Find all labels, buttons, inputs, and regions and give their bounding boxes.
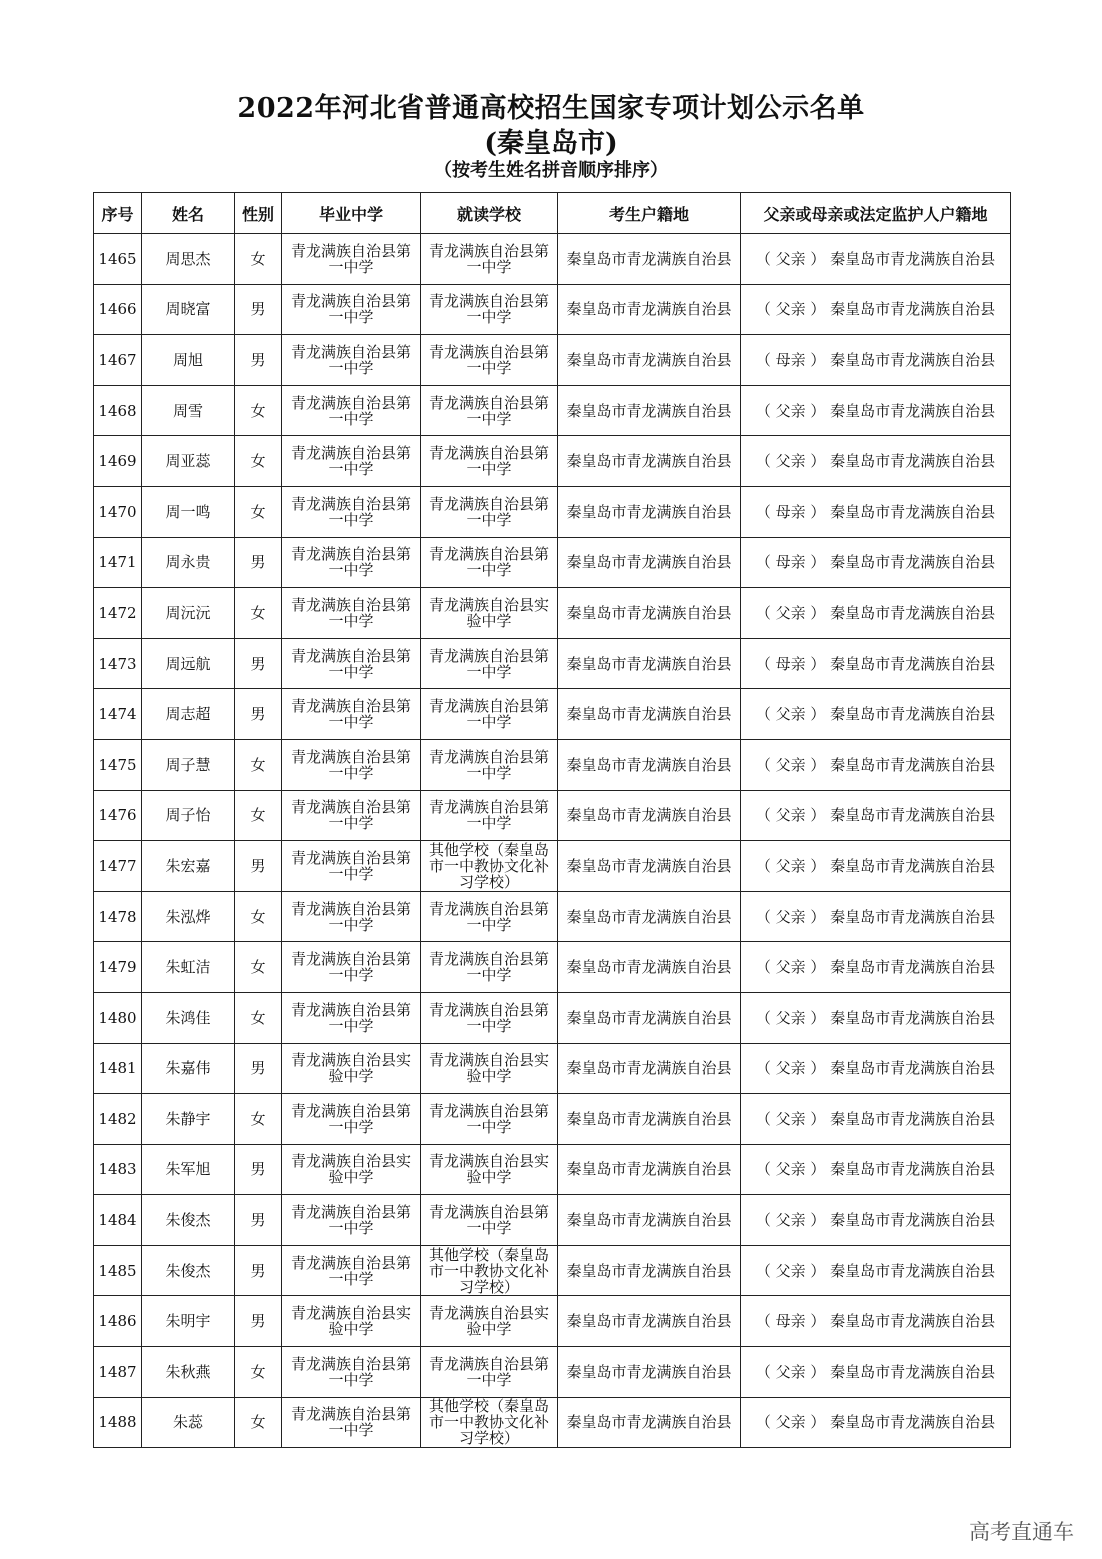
- cell-graduation-school: 青龙满族自治县第一中学: [282, 841, 421, 892]
- cell-graduation-school: 青龙满族自治县第一中学: [282, 891, 421, 942]
- table-row: [94, 486, 1011, 537]
- cell-current-school: 青龙满族自治县第一中学: [421, 638, 558, 689]
- header-gender: 性别: [235, 193, 282, 234]
- cell-guardian-registration: （ 父亲 ） 秦皇岛市青龙满族自治县: [741, 1397, 1011, 1448]
- cell-graduation-school: 青龙满族自治县第一中学: [282, 992, 421, 1043]
- cell-guardian-registration: （ 父亲 ） 秦皇岛市青龙满族自治县: [741, 234, 1011, 285]
- table-row: [94, 942, 1011, 993]
- cell-gender: 女: [235, 739, 282, 790]
- cell-graduation-school: 青龙满族自治县实验中学: [282, 1144, 421, 1195]
- cell-household-registration: 秦皇岛市青龙满族自治县: [558, 1043, 741, 1094]
- header-current-school: 就读学校: [421, 193, 558, 234]
- cell-current-school: 青龙满族自治县实验中学: [421, 588, 558, 639]
- cell-guardian-registration: （ 父亲 ） 秦皇岛市青龙满族自治县: [741, 689, 1011, 740]
- cell-household-registration: 秦皇岛市青龙满族自治县: [558, 335, 741, 386]
- table-row: [94, 1144, 1011, 1195]
- cell-household-registration: 秦皇岛市青龙满族自治县: [558, 1347, 741, 1398]
- cell-name: 朱秋燕: [142, 1347, 235, 1398]
- cell-guardian-registration: （ 父亲 ） 秦皇岛市青龙满族自治县: [741, 992, 1011, 1043]
- cell-index: 1478: [94, 891, 142, 942]
- table-row: [94, 1043, 1011, 1094]
- table-header-row: [94, 193, 1011, 234]
- table-row: [94, 335, 1011, 386]
- cell-name: 朱宏嘉: [142, 841, 235, 892]
- cell-current-school: 青龙满族自治县实验中学: [421, 1144, 558, 1195]
- cell-household-registration: 秦皇岛市青龙满族自治县: [558, 1195, 741, 1246]
- table-row: [94, 1195, 1011, 1246]
- table-row: [94, 992, 1011, 1043]
- cell-guardian-registration: （ 父亲 ） 秦皇岛市青龙满族自治县: [741, 1043, 1011, 1094]
- cell-gender: 男: [235, 638, 282, 689]
- cell-graduation-school: 青龙满族自治县第一中学: [282, 486, 421, 537]
- table-row: [94, 841, 1011, 892]
- cell-gender: 男: [235, 1245, 282, 1296]
- cell-index: 1486: [94, 1296, 142, 1347]
- cell-name: 周一鸣: [142, 486, 235, 537]
- cell-current-school: 青龙满族自治县实验中学: [421, 1043, 558, 1094]
- table-row: [94, 638, 1011, 689]
- cell-index: 1484: [94, 1195, 142, 1246]
- cell-current-school: 其他学校（秦皇岛市一中教协文化补习学校）: [421, 1397, 558, 1448]
- cell-graduation-school: 青龙满族自治县第一中学: [282, 638, 421, 689]
- cell-name: 朱俊杰: [142, 1245, 235, 1296]
- cell-graduation-school: 青龙满族自治县第一中学: [282, 689, 421, 740]
- cell-index: 1475: [94, 739, 142, 790]
- header-name: 姓名: [142, 193, 235, 234]
- cell-guardian-registration: （ 父亲 ） 秦皇岛市青龙满族自治县: [741, 1144, 1011, 1195]
- table-row: [94, 1245, 1011, 1296]
- cell-index: 1470: [94, 486, 142, 537]
- cell-index: 1479: [94, 942, 142, 993]
- cell-index: 1473: [94, 638, 142, 689]
- cell-graduation-school: 青龙满族自治县实验中学: [282, 1043, 421, 1094]
- cell-index: 1477: [94, 841, 142, 892]
- cell-name: 周沅沅: [142, 588, 235, 639]
- cell-current-school: 青龙满族自治县第一中学: [421, 335, 558, 386]
- cell-current-school: 青龙满族自治县第一中学: [421, 790, 558, 841]
- cell-household-registration: 秦皇岛市青龙满族自治县: [558, 638, 741, 689]
- cell-gender: 男: [235, 689, 282, 740]
- cell-guardian-registration: （ 父亲 ） 秦皇岛市青龙满族自治县: [741, 891, 1011, 942]
- cell-guardian-registration: （ 父亲 ） 秦皇岛市青龙满族自治县: [741, 1245, 1011, 1296]
- cell-current-school: 青龙满族自治县第一中学: [421, 942, 558, 993]
- cell-graduation-school: 青龙满族自治县第一中学: [282, 335, 421, 386]
- cell-graduation-school: 青龙满族自治县实验中学: [282, 1296, 421, 1347]
- cell-guardian-registration: （ 父亲 ） 秦皇岛市青龙满族自治县: [741, 1195, 1011, 1246]
- cell-gender: 女: [235, 1397, 282, 1448]
- cell-name: 周永贵: [142, 537, 235, 588]
- cell-name: 周远航: [142, 638, 235, 689]
- table-row: [94, 537, 1011, 588]
- cell-name: 朱静宇: [142, 1094, 235, 1145]
- cell-index: 1467: [94, 335, 142, 386]
- cell-index: 1472: [94, 588, 142, 639]
- table-row: [94, 891, 1011, 942]
- cell-graduation-school: 青龙满族自治县第一中学: [282, 385, 421, 436]
- page-title: 2022年河北省普通高校招生国家专项计划公示名单: [237, 93, 865, 124]
- cell-gender: 女: [235, 1347, 282, 1398]
- cell-graduation-school: 青龙满族自治县第一中学: [282, 234, 421, 285]
- cell-household-registration: 秦皇岛市青龙满族自治县: [558, 537, 741, 588]
- admission-table: [93, 192, 1011, 1448]
- cell-current-school: 青龙满族自治县第一中学: [421, 284, 558, 335]
- cell-name: 周思杰: [142, 234, 235, 285]
- cell-current-school: 其他学校（秦皇岛市一中教协文化补习学校）: [421, 1245, 558, 1296]
- cell-household-registration: 秦皇岛市青龙满族自治县: [558, 790, 741, 841]
- cell-gender: 男: [235, 1043, 282, 1094]
- cell-index: 1474: [94, 689, 142, 740]
- cell-household-registration: 秦皇岛市青龙满族自治县: [558, 588, 741, 639]
- cell-gender: 男: [235, 841, 282, 892]
- cell-index: 1485: [94, 1245, 142, 1296]
- table-row: [94, 284, 1011, 335]
- cell-name: 周子怡: [142, 790, 235, 841]
- cell-current-school: 青龙满族自治县第一中学: [421, 486, 558, 537]
- cell-graduation-school: 青龙满族自治县第一中学: [282, 1195, 421, 1246]
- cell-guardian-registration: （ 父亲 ） 秦皇岛市青龙满族自治县: [741, 588, 1011, 639]
- header-index: 序号: [94, 193, 142, 234]
- cell-name: 朱鸿佳: [142, 992, 235, 1043]
- cell-name: 朱军旭: [142, 1144, 235, 1195]
- cell-guardian-registration: （ 父亲 ） 秦皇岛市青龙满族自治县: [741, 841, 1011, 892]
- cell-index: 1471: [94, 537, 142, 588]
- cell-current-school: 青龙满族自治县第一中学: [421, 891, 558, 942]
- table-row: [94, 790, 1011, 841]
- cell-household-registration: 秦皇岛市青龙满族自治县: [558, 689, 741, 740]
- cell-household-registration: 秦皇岛市青龙满族自治县: [558, 1144, 741, 1195]
- header-guardian-registration: 父亲或母亲或法定监护人户籍地: [741, 193, 1011, 234]
- cell-gender: 女: [235, 234, 282, 285]
- cell-guardian-registration: （ 父亲 ） 秦皇岛市青龙满族自治县: [741, 942, 1011, 993]
- cell-household-registration: 秦皇岛市青龙满族自治县: [558, 891, 741, 942]
- cell-guardian-registration: （ 母亲 ） 秦皇岛市青龙满族自治县: [741, 1296, 1011, 1347]
- header-household-registration: 考生户籍地: [558, 193, 741, 234]
- cell-name: 朱嘉伟: [142, 1043, 235, 1094]
- cell-current-school: 其他学校（秦皇岛市一中教协文化补习学校）: [421, 841, 558, 892]
- table-row: [94, 739, 1011, 790]
- cell-index: 1468: [94, 385, 142, 436]
- cell-gender: 女: [235, 436, 282, 487]
- cell-household-registration: 秦皇岛市青龙满族自治县: [558, 284, 741, 335]
- cell-name: 周子慧: [142, 739, 235, 790]
- cell-guardian-registration: （ 母亲 ） 秦皇岛市青龙满族自治县: [741, 486, 1011, 537]
- table-row: [94, 234, 1011, 285]
- cell-index: 1483: [94, 1144, 142, 1195]
- cell-gender: 男: [235, 1296, 282, 1347]
- cell-name: 朱明宇: [142, 1296, 235, 1347]
- cell-index: 1488: [94, 1397, 142, 1448]
- cell-graduation-school: 青龙满族自治县第一中学: [282, 1397, 421, 1448]
- cell-graduation-school: 青龙满族自治县第一中学: [282, 537, 421, 588]
- table-row: [94, 385, 1011, 436]
- cell-household-registration: 秦皇岛市青龙满族自治县: [558, 992, 741, 1043]
- table-row: [94, 588, 1011, 639]
- cell-current-school: 青龙满族自治县第一中学: [421, 739, 558, 790]
- cell-gender: 男: [235, 284, 282, 335]
- cell-index: 1481: [94, 1043, 142, 1094]
- cell-index: 1466: [94, 284, 142, 335]
- sort-note: （按考生姓名拼音顺序排序）: [434, 160, 668, 181]
- table-row: [94, 1347, 1011, 1398]
- cell-name: 周旭: [142, 335, 235, 386]
- table-row: [94, 689, 1011, 740]
- cell-graduation-school: 青龙满族自治县第一中学: [282, 1245, 421, 1296]
- cell-index: 1476: [94, 790, 142, 841]
- cell-graduation-school: 青龙满族自治县第一中学: [282, 436, 421, 487]
- cell-graduation-school: 青龙满族自治县第一中学: [282, 1094, 421, 1145]
- cell-current-school: 青龙满族自治县第一中学: [421, 385, 558, 436]
- cell-gender: 男: [235, 1144, 282, 1195]
- cell-household-registration: 秦皇岛市青龙满族自治县: [558, 234, 741, 285]
- cell-name: 周雪: [142, 385, 235, 436]
- cell-name: 朱蕊: [142, 1397, 235, 1448]
- cell-household-registration: 秦皇岛市青龙满族自治县: [558, 385, 741, 436]
- cell-household-registration: 秦皇岛市青龙满族自治县: [558, 436, 741, 487]
- cell-guardian-registration: （ 父亲 ） 秦皇岛市青龙满族自治县: [741, 739, 1011, 790]
- cell-gender: 男: [235, 537, 282, 588]
- cell-graduation-school: 青龙满族自治县第一中学: [282, 284, 421, 335]
- cell-current-school: 青龙满族自治县第一中学: [421, 1094, 558, 1145]
- cell-name: 周志超: [142, 689, 235, 740]
- cell-current-school: 青龙满族自治县第一中学: [421, 436, 558, 487]
- cell-index: 1469: [94, 436, 142, 487]
- table-row: [94, 436, 1011, 487]
- cell-name: 朱虹洁: [142, 942, 235, 993]
- cell-current-school: 青龙满族自治县第一中学: [421, 689, 558, 740]
- table-row: [94, 1094, 1011, 1145]
- cell-index: 1487: [94, 1347, 142, 1398]
- cell-graduation-school: 青龙满族自治县第一中学: [282, 790, 421, 841]
- cell-guardian-registration: （ 父亲 ） 秦皇岛市青龙满族自治县: [741, 436, 1011, 487]
- cell-graduation-school: 青龙满族自治县第一中学: [282, 588, 421, 639]
- cell-gender: 女: [235, 992, 282, 1043]
- watermark: 高考直通车: [969, 1520, 1074, 1544]
- cell-guardian-registration: （ 父亲 ） 秦皇岛市青龙满族自治县: [741, 1347, 1011, 1398]
- cell-household-registration: 秦皇岛市青龙满族自治县: [558, 486, 741, 537]
- cell-household-registration: 秦皇岛市青龙满族自治县: [558, 841, 741, 892]
- cell-guardian-registration: （ 父亲 ） 秦皇岛市青龙满族自治县: [741, 385, 1011, 436]
- header-graduation-school: 毕业中学: [282, 193, 421, 234]
- cell-index: 1465: [94, 234, 142, 285]
- cell-graduation-school: 青龙满族自治县第一中学: [282, 1347, 421, 1398]
- cell-name: 周晓富: [142, 284, 235, 335]
- cell-gender: 女: [235, 588, 282, 639]
- cell-gender: 男: [235, 1195, 282, 1246]
- cell-gender: 女: [235, 942, 282, 993]
- cell-index: 1480: [94, 992, 142, 1043]
- table-row: [94, 1296, 1011, 1347]
- cell-household-registration: 秦皇岛市青龙满族自治县: [558, 1296, 741, 1347]
- cell-guardian-registration: （ 父亲 ） 秦皇岛市青龙满族自治县: [741, 1094, 1011, 1145]
- cell-household-registration: 秦皇岛市青龙满族自治县: [558, 1094, 741, 1145]
- cell-gender: 女: [235, 1094, 282, 1145]
- cell-current-school: 青龙满族自治县第一中学: [421, 1347, 558, 1398]
- cell-name: 朱泓烨: [142, 891, 235, 942]
- table-row: [94, 1397, 1011, 1448]
- cell-graduation-school: 青龙满族自治县第一中学: [282, 942, 421, 993]
- cell-guardian-registration: （ 母亲 ） 秦皇岛市青龙满族自治县: [741, 638, 1011, 689]
- cell-current-school: 青龙满族自治县第一中学: [421, 234, 558, 285]
- cell-guardian-registration: （ 母亲 ） 秦皇岛市青龙满族自治县: [741, 537, 1011, 588]
- cell-guardian-registration: （ 父亲 ） 秦皇岛市青龙满族自治县: [741, 790, 1011, 841]
- cell-gender: 男: [235, 335, 282, 386]
- cell-gender: 女: [235, 385, 282, 436]
- cell-gender: 女: [235, 486, 282, 537]
- cell-guardian-registration: （ 父亲 ） 秦皇岛市青龙满族自治县: [741, 284, 1011, 335]
- cell-household-registration: 秦皇岛市青龙满族自治县: [558, 1397, 741, 1448]
- cell-current-school: 青龙满族自治县实验中学: [421, 1296, 558, 1347]
- cell-graduation-school: 青龙满族自治县第一中学: [282, 739, 421, 790]
- table-body: [94, 234, 1011, 1448]
- cell-household-registration: 秦皇岛市青龙满族自治县: [558, 1245, 741, 1296]
- cell-household-registration: 秦皇岛市青龙满族自治县: [558, 739, 741, 790]
- cell-guardian-registration: （ 母亲 ） 秦皇岛市青龙满族自治县: [741, 335, 1011, 386]
- cell-gender: 女: [235, 790, 282, 841]
- cell-name: 朱俊杰: [142, 1195, 235, 1246]
- cell-current-school: 青龙满族自治县第一中学: [421, 537, 558, 588]
- cell-current-school: 青龙满族自治县第一中学: [421, 1195, 558, 1246]
- cell-current-school: 青龙满族自治县第一中学: [421, 992, 558, 1043]
- cell-gender: 女: [235, 891, 282, 942]
- page-subtitle: (秦皇岛市): [484, 128, 618, 159]
- cell-household-registration: 秦皇岛市青龙满族自治县: [558, 942, 741, 993]
- cell-index: 1482: [94, 1094, 142, 1145]
- cell-name: 周亚蕊: [142, 436, 235, 487]
